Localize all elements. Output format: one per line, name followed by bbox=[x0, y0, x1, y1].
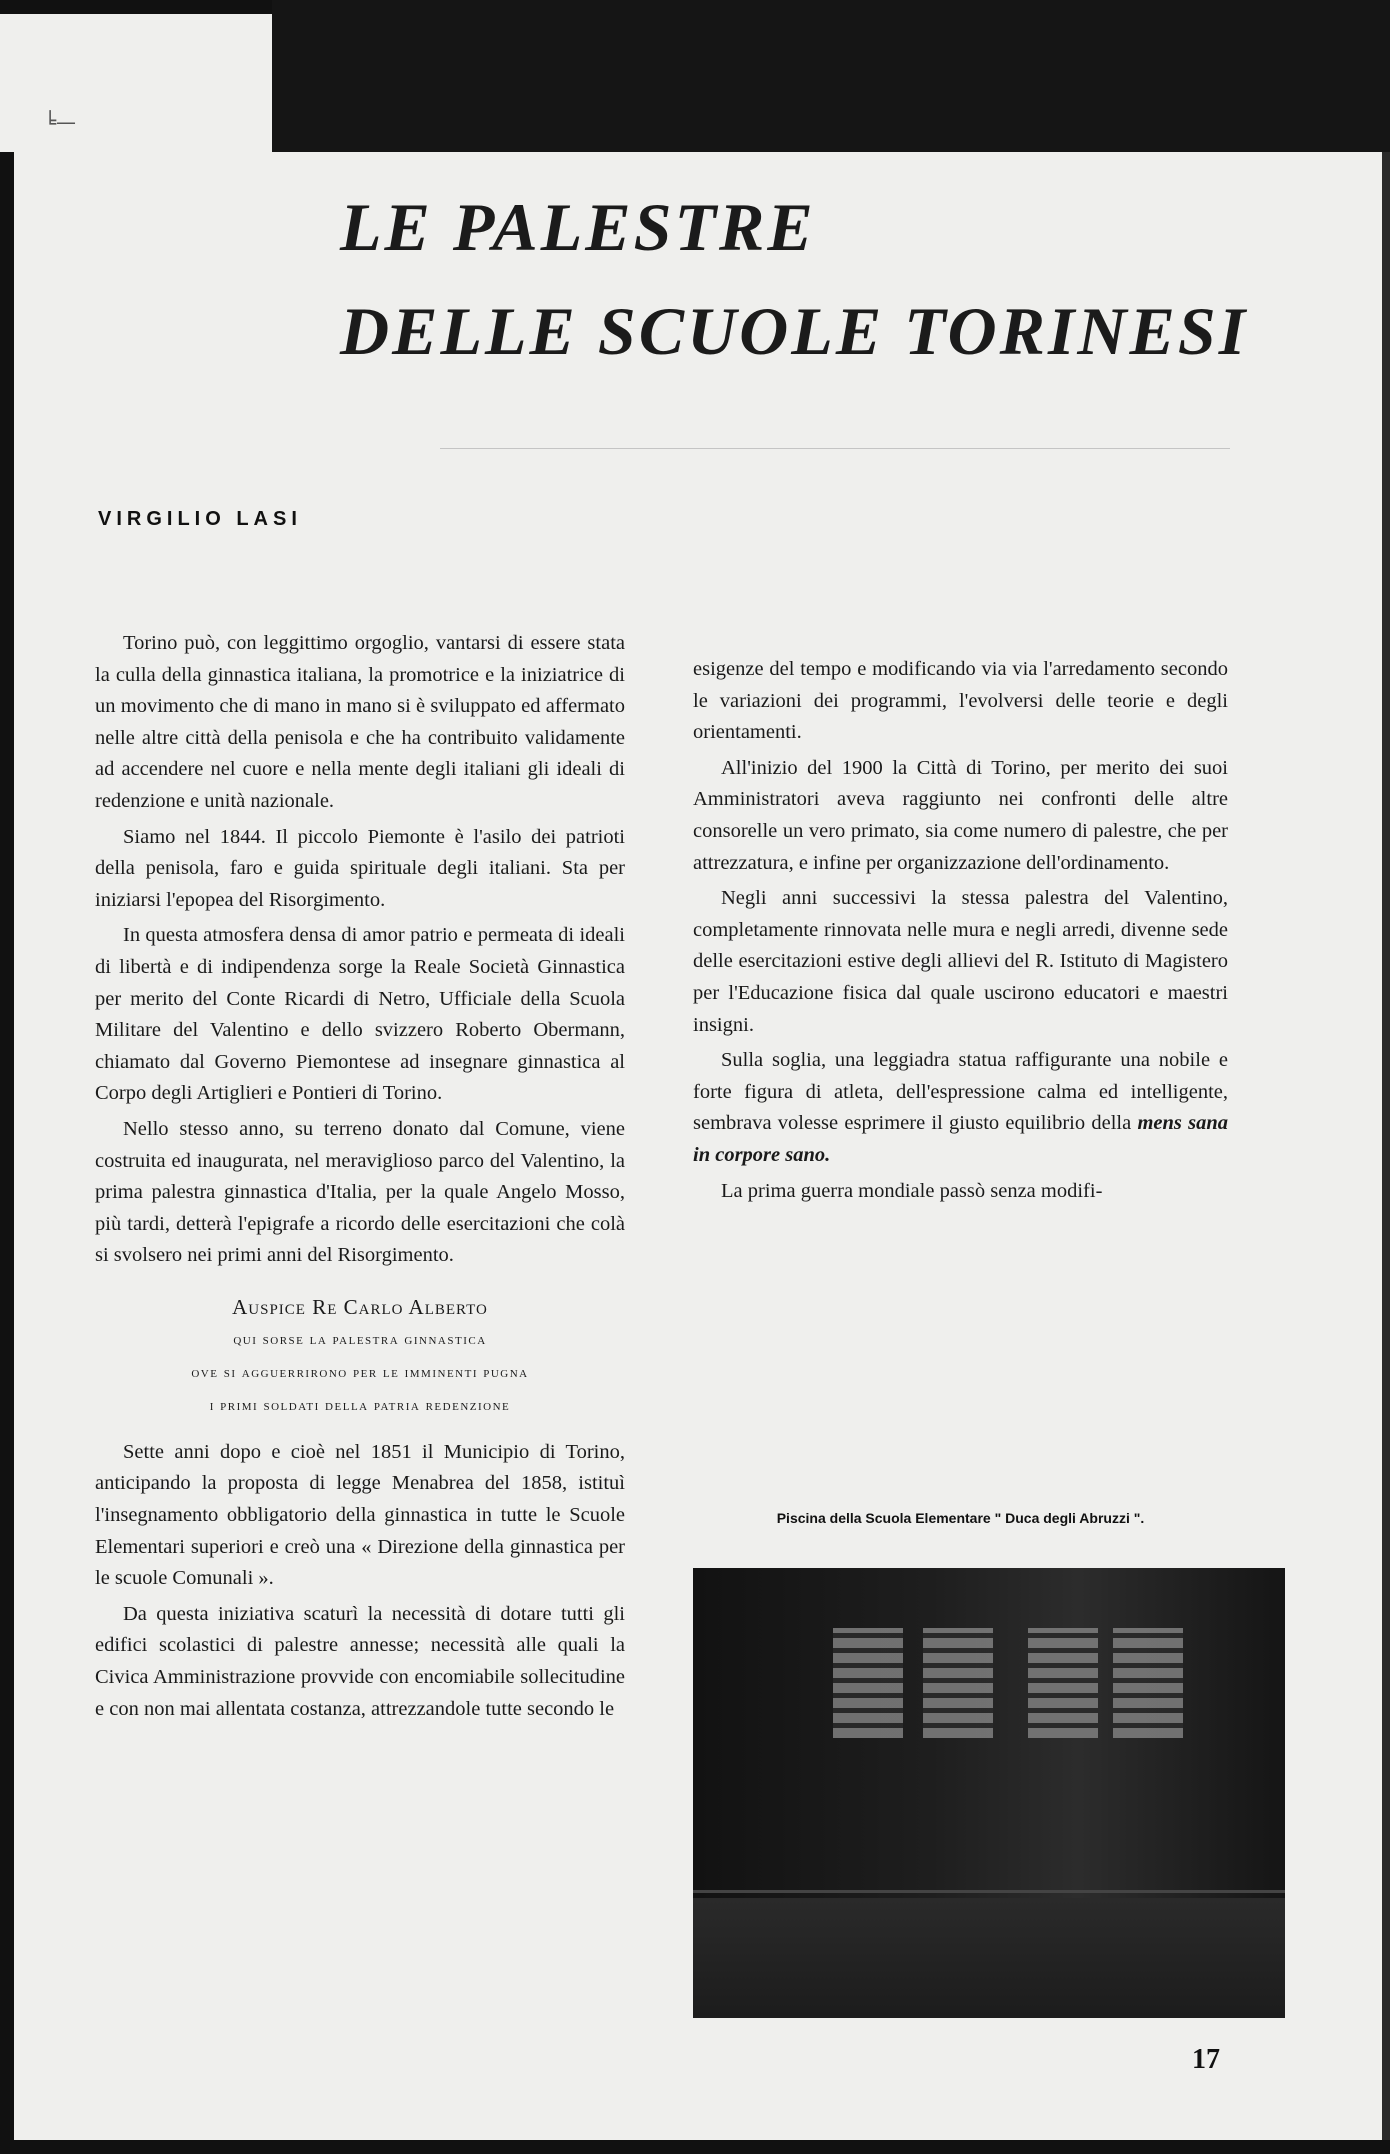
paragraph: Sette anni dopo e cioè nel 1851 il Municipio di Torino, anticipando la proposta di legge Menabrea del 1858, istituì l'insegnamento obbligatorio della ginnastica in tutte le Scuole Elementari superiori e creò una « Direzione della ginnastica per le scuole Comunali ». bbox=[95, 1440, 625, 1590]
corner-mark: ╘— bbox=[44, 110, 77, 134]
epigraph-line: i primi soldati della patria redenzione bbox=[209, 1397, 511, 1414]
scan-bottom-border bbox=[0, 2140, 1390, 2154]
left-text-column bbox=[95, 628, 625, 1729]
epigraph bbox=[95, 1290, 625, 1423]
paragraph: Negli anni successivi la stessa palestra del Valentino, completamente rinnovata nelle mura e negli arredi, divenne sede delle esercitazioni estive degli allievi del R. Istituto di Magistero per l'Educazione fisica dal quale uscirono educatori e maestri insigni. bbox=[693, 887, 1228, 1036]
epigraph-line: Auspice Re Carlo Alberto bbox=[232, 1294, 488, 1319]
article-title-line-1: LE PALESTRE bbox=[340, 189, 816, 265]
photo-caption: Piscina della Scuola Elementare " Duca degli Abruzzi ". bbox=[776, 1510, 1145, 1526]
pool-photograph bbox=[693, 1568, 1285, 2018]
title-divider bbox=[440, 448, 1230, 449]
photo-window bbox=[1028, 1628, 1098, 1738]
paragraph: Siamo nel 1844. Il piccolo Piemonte è l'asilo dei patrioti della penisola, faro e guida spirituale degli italiani. Sta per iniziarsi l'epopea del Risorgimento. bbox=[95, 825, 625, 911]
photo-window bbox=[833, 1628, 903, 1738]
paragraph: All'inizio del 1900 la Città di Torino, per merito dei suoi Amministratori aveva raggiunto nei confronti delle altre consorelle un vero primato, sia come numero di palestre, che per attrezzatura, e infine per organizzazione dell'ordinamento. bbox=[693, 756, 1228, 874]
latin-motto: mens sana in corpore sano. bbox=[693, 1112, 1228, 1166]
paragraph-text: Sulla soglia, una leggiadra statua raffigurante una nobile e forte figura di atleta, dell'espressione calma ed intelligente, sembrava volesse esprimere il giusto equilibrio della bbox=[693, 1049, 1228, 1135]
article-title-line-2: DELLE SCUOLE TORINESI bbox=[340, 293, 1249, 369]
paragraph: Nello stesso anno, su terreno donato dal Comune, viene costruita ed inaugurata, nel meraviglioso parco del Valentino, la prima palestra ginnastica d'Italia, per la quale Angelo Mosso, più tardi, detterà l'epigrafe a ricordo delle esercitazioni che colà si svolsero nei primi anni del Risorgimento. bbox=[95, 1117, 625, 1267]
paragraph: Torino può, con leggittimo orgoglio, vantarsi di essere stata la culla della ginnastica italiana, la promotrice e la iniziatrice di un movimento che di mano in mano si è sviluppato ed affermato nelle altre città della penisola e che ha contribuito validamente ad accendere nel cuore e nella mente degli italiani gli ideali di redenzione e unità nazionale. bbox=[95, 632, 625, 812]
paragraph: La prima guerra mondiale passò senza modifi- bbox=[721, 1179, 1103, 1202]
author-byline: VIRGILIO LASI bbox=[98, 508, 302, 530]
scan-left-border bbox=[0, 152, 14, 2154]
page-number: 17 bbox=[1192, 2044, 1220, 2075]
photo-floor bbox=[693, 1898, 1285, 2018]
photo-ledge bbox=[693, 1890, 1285, 1893]
photo-window bbox=[1113, 1628, 1183, 1738]
scan-dark-header-block bbox=[272, 0, 1390, 152]
paragraph: Da questa iniziativa scaturì la necessità di dotare tutti gli edifici scolastici di palestre annesse; necessità alle quali la Civica Amministrazione provvide con encomiabile sollecitudine e con non mai allentata costanza, attrezzandole tutte secondo le bbox=[95, 1602, 625, 1720]
photo-window bbox=[923, 1628, 993, 1738]
epigraph-line: qui sorse la palestra ginnastica bbox=[233, 1331, 487, 1348]
scan-right-border bbox=[1382, 152, 1390, 2154]
paragraph: In questa atmosfera densa di amor patrio e permeata di ideali di libertà e di indipendenza sorge la Reale Società Ginnastica per merito del Conte Ricardi di Netro, Ufficiale della Scuola Militare del Valentino e dello svizzero Roberto Obermann, chiamato dal Governo Piemontese ad insegnare ginnastica al Corpo degli Artiglieri e Pontieri di Torino. bbox=[95, 924, 625, 1105]
paragraph bbox=[693, 1045, 1228, 1171]
right-text-column bbox=[693, 654, 1228, 1211]
epigraph-line: ove si agguerrirono per le imminenti pugna bbox=[191, 1364, 529, 1381]
paragraph: esigenze del tempo e modificando via via l'arredamento secondo le variazioni dei programmi, l'evolversi delle teorie e degli orientamenti. bbox=[693, 658, 1228, 744]
